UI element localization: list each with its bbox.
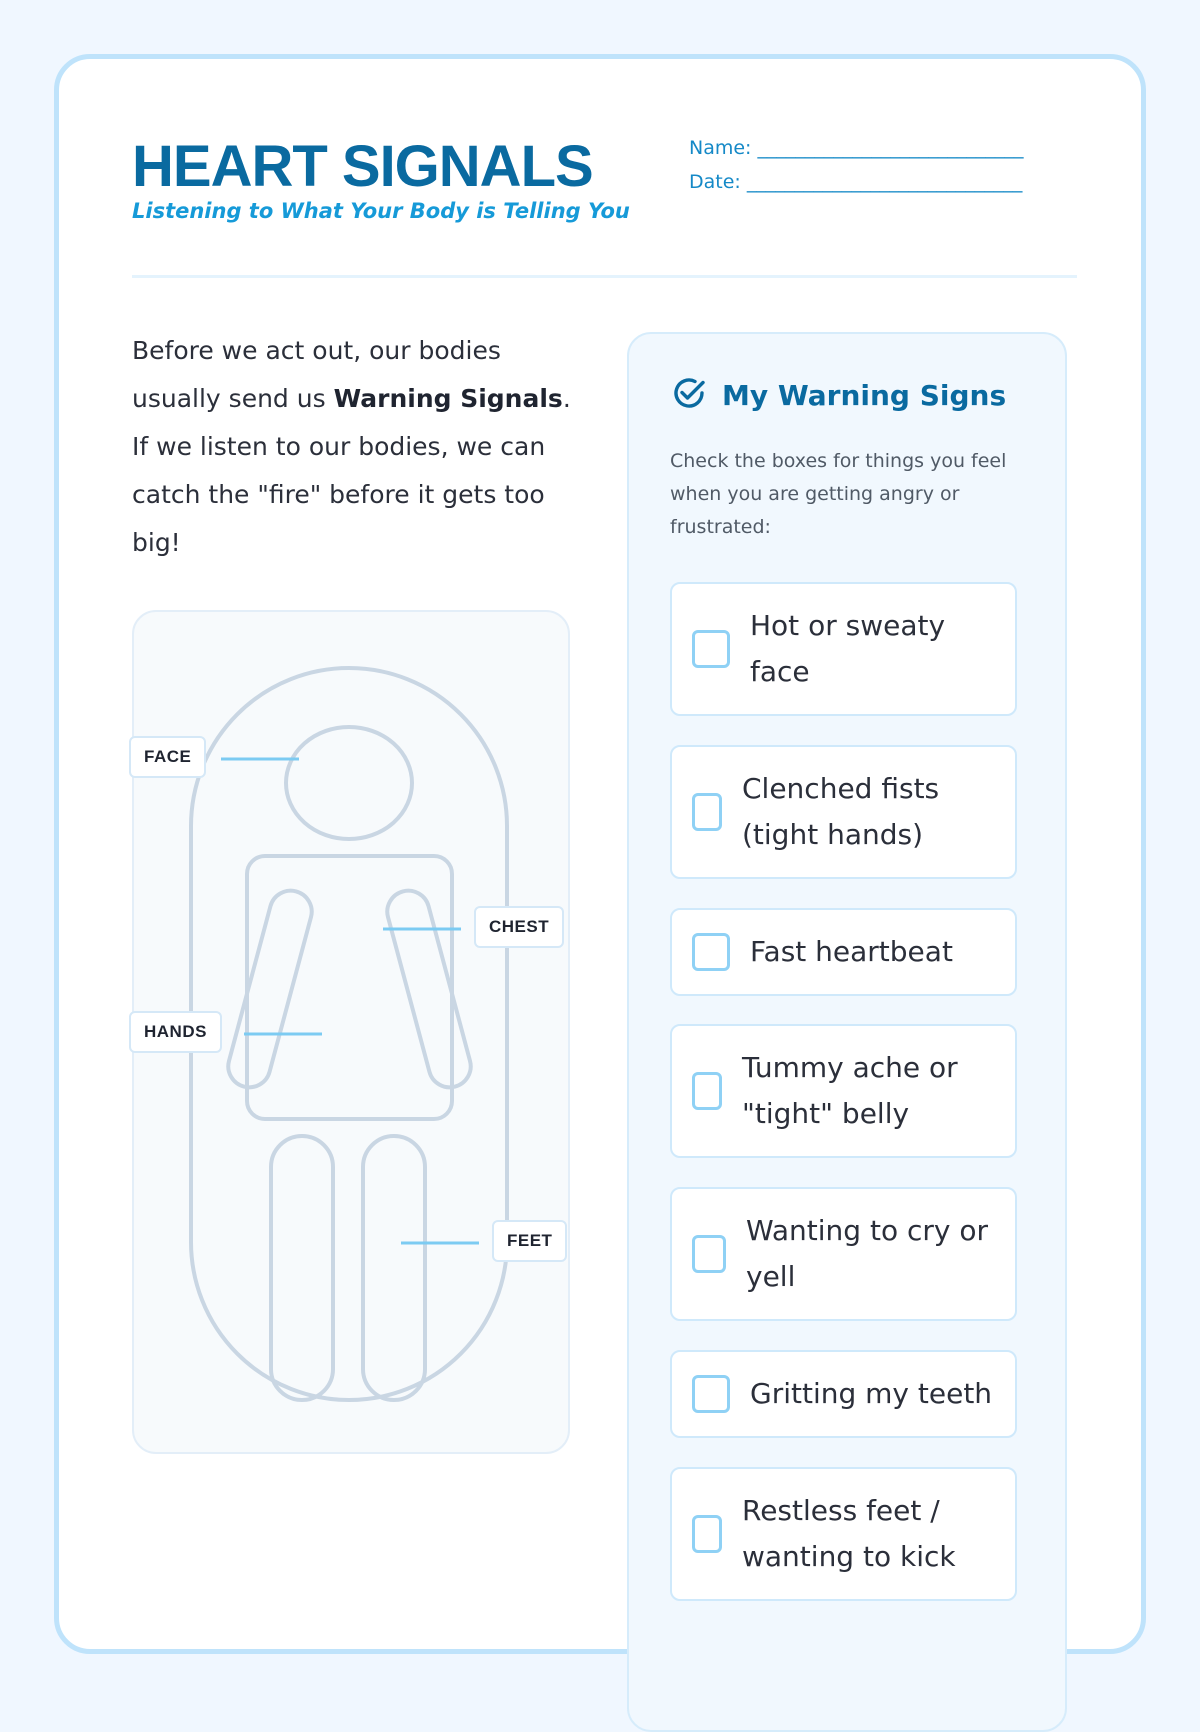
left-leg-outline xyxy=(271,1136,333,1400)
checkbox[interactable] xyxy=(692,1235,726,1273)
intro-text-end: . If we listen to our bodies, we can catch the "fire" before it gets too big! xyxy=(132,384,571,557)
intro-text-start: Before we act out, our bodies usually send us xyxy=(132,336,501,413)
intro-paragraph xyxy=(132,327,572,567)
warning-signs-panel xyxy=(627,332,1067,1732)
warning-item-gritting-teeth[interactable] xyxy=(670,1350,1017,1438)
warning-item-cry-or-yell[interactable] xyxy=(670,1187,1017,1321)
warning-item-fast-heartbeat[interactable] xyxy=(670,908,1017,996)
worksheet-card xyxy=(54,54,1146,1654)
warning-item-label: Restless feet / wanting to kick xyxy=(742,1494,956,1573)
warning-item-label: Tummy ache or "tight" belly xyxy=(742,1051,958,1130)
warning-item-hot-face[interactable] xyxy=(670,582,1017,716)
left-arm-outline xyxy=(224,886,317,1092)
page-title: HEART SIGNALS xyxy=(132,134,593,199)
page-subtitle: Listening to What Your Body is Telling You xyxy=(132,199,630,223)
body-map xyxy=(132,610,570,1454)
check-circle-icon xyxy=(670,374,708,416)
warning-item-label: Gritting my teeth xyxy=(750,1377,993,1410)
name-line[interactable]: Name: ____________________________ xyxy=(689,137,1024,159)
date-line[interactable]: Date: _____________________________ xyxy=(689,171,1023,193)
checkbox[interactable] xyxy=(692,1515,722,1553)
panel-header xyxy=(670,374,1006,416)
header-divider xyxy=(132,275,1077,278)
body-outline-shape xyxy=(191,668,507,1400)
intro-bold-term: Warning Signals xyxy=(333,384,563,413)
right-leg-outline xyxy=(363,1136,425,1400)
warning-item-clenched-fists[interactable] xyxy=(670,745,1017,879)
checkbox[interactable] xyxy=(692,793,722,831)
feet-label: FEET xyxy=(492,1220,567,1262)
checkbox[interactable] xyxy=(692,1072,722,1110)
name-date-fields xyxy=(689,131,1024,199)
chest-label: CHEST xyxy=(474,906,564,948)
warning-item-label: Wanting to cry or yell xyxy=(746,1214,989,1293)
checkbox[interactable] xyxy=(692,933,730,971)
warning-item-tummy-ache[interactable] xyxy=(670,1024,1017,1158)
panel-instructions: Check the boxes for things you feel when you are getting angry or frustrated: xyxy=(670,450,1007,538)
warning-item-label: Fast heartbeat xyxy=(750,935,953,968)
face-label: FACE xyxy=(129,736,206,778)
warning-item-restless-feet[interactable] xyxy=(670,1467,1017,1601)
head-outline xyxy=(286,727,412,839)
right-arm-outline xyxy=(383,886,476,1092)
checkbox[interactable] xyxy=(692,630,730,668)
checkbox[interactable] xyxy=(692,1375,730,1413)
warning-item-label: Clenched fists (tight hands) xyxy=(742,772,940,851)
hands-label: HANDS xyxy=(129,1011,222,1053)
panel-title: My Warning Signs xyxy=(722,378,1007,412)
warning-item-label: Hot or sweaty face xyxy=(750,609,946,688)
